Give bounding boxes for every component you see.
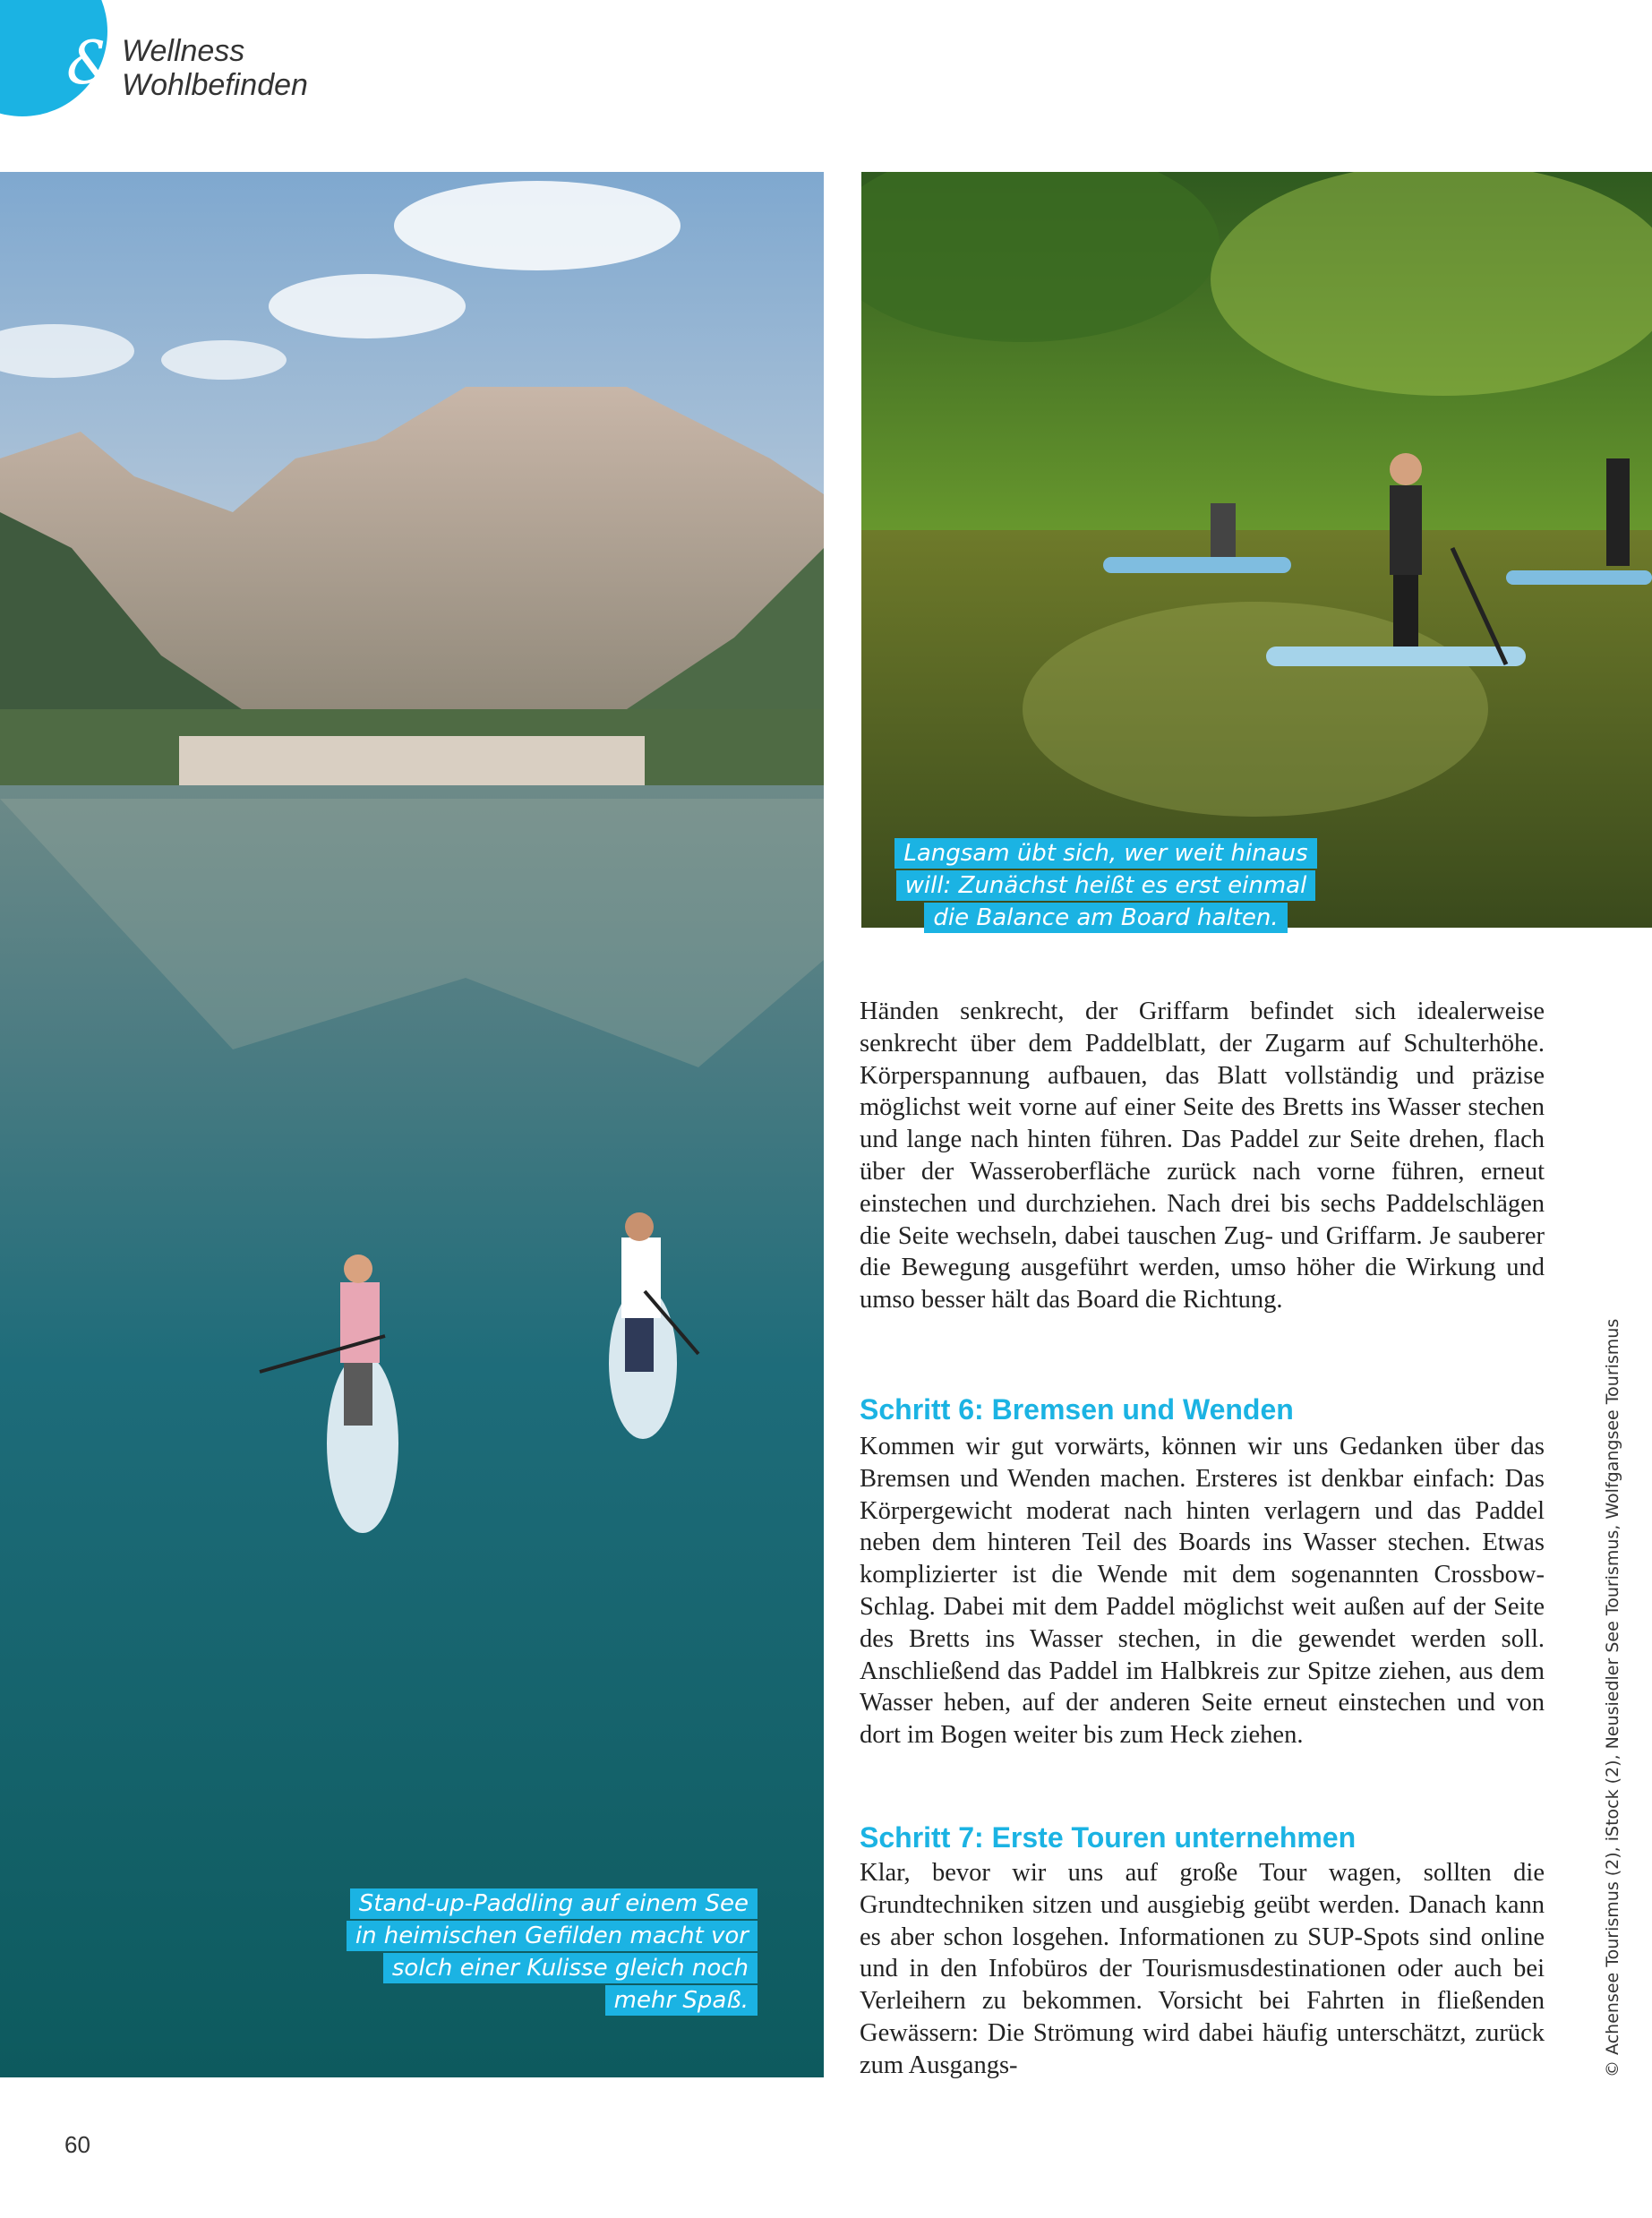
body-paragraph: Kommen wir gut vorwärts, können wir uns Gedanken über das Bremsen und Wenden machen. Ersteres ist denkbar einfach: Das Körpergewicht moderat nach hinten verlagern und das Paddel neben dem hinteren Teil des Boards ins Wasser stechen. Etwas komplizierter ist die Wende mit dem sogenannten Crossbow-Schlag. Dabei mit dem Paddel möglichst weit außen auf der Seite des Bretts ins Wasser stechen, in die gewendet werden soll. Anschließend das Paddel im Halbkreis zur Spitze ziehen, aus dem Wasser heben, auf der anderen Seite erneut einstechen und von dort im Bogen weiter bis zum Heck ziehen. — [860, 1433, 1545, 1750]
lake-paddling-photo — [0, 172, 824, 2077]
step-7-heading: Schritt 7: Erste Touren unternehmen — [860, 1821, 1357, 1854]
page-number: 60 — [64, 2131, 90, 2158]
step-6-heading: Schritt 6: Bremsen und Wenden — [860, 1393, 1294, 1426]
caption-river-text: Langsam übt sich, wer weit hinaus will: Zunächst heißt es erst einmal die Balance am Board halten. — [894, 838, 1316, 933]
photo-credit: © Achensee Tourismus (2), iStock (2), Neusiedler See Tourismus, Wolfgangsee Tourismus — [1603, 1318, 1622, 2077]
body-paragraph: Klar, bevor wir uns auf große Tour wagen, sollten die Grundtechniken sitzen und ausgiebig geübt werden. Danach kann es aber schon losgehen. Informationen zu SUP-Spots sind online und in den Infobüros der Tourismusdestinationen oder auch bei Verleihern zu bekommen. Vorsicht bei Fahrten in fließenden Gewässern: Die Strömung wird dabei häufig unterschätzt, zurück zum Ausgangs- — [860, 1859, 1545, 2079]
section-kicker — [122, 34, 308, 102]
caption-lake-text: Stand-up-Paddling auf einem See in heimischen Gefilden macht vor solch einer Kulisse gleich noch mehr Spaß. — [347, 1888, 758, 2016]
river-paddling-photo — [861, 172, 1652, 928]
step-7-heading-block — [860, 1820, 1545, 1855]
photo-caption-river — [882, 837, 1330, 934]
article-block-1 — [860, 996, 1545, 1316]
kicker-line-1: Wellness — [122, 34, 245, 68]
step-6-heading-block — [860, 1392, 1545, 1427]
ampersand-mark: & — [66, 29, 119, 98]
article-block-2 — [860, 1431, 1545, 1751]
kicker-line-2: Wohlbefinden — [122, 68, 308, 102]
photo-caption-lake — [337, 1888, 758, 2017]
article-block-3 — [860, 1857, 1545, 2082]
body-paragraph: Händen senkrecht, der Griffarm befindet sich idealerweise senkrecht über dem Paddelblatt, der Zugarm auf Schulterhöhe. Körperspannung aufbauen, das Blatt vollständig und präzise möglichst weit vorne auf einer Seite des Bretts ins Wasser stechen und lange nach hinten führen. Das Paddel zur Seite drehen, flach über der Wasseroberfläche zurück nach vorne führen, erneut einstechen und durchziehen. Nach drei bis sechs Paddelschlägen die Seite wechseln, dabei tauschen Zug- und Griffarm. Je sauberer die Bewegung ausgeführt werden, umso höher die Wirkung und umso besser hält das Board die Richtung. — [860, 998, 1545, 1315]
